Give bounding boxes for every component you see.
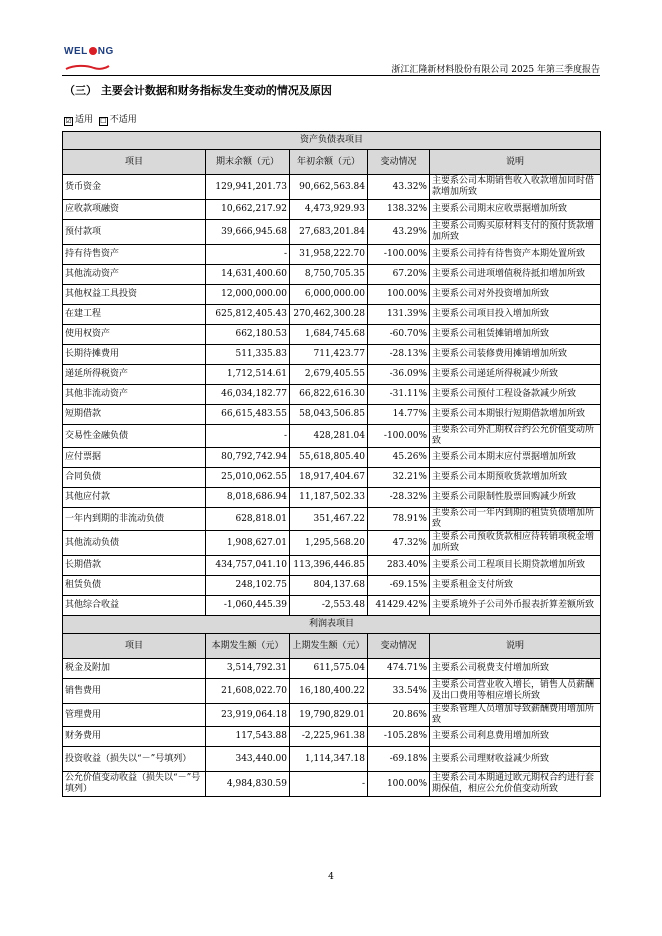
change-rate-cell: 47.32% [368,531,430,556]
column-header: 变动情况 [368,634,430,659]
item-name-cell: 持有待售资产 [63,245,206,265]
item-name-cell: 税金及附加 [63,659,206,679]
item-name-cell: 其他流动负债 [63,531,206,556]
explanation-cell: 主要系公司预收货款相应待转销项税金增加所致 [430,531,601,556]
table-row [63,468,601,488]
item-name-cell: 财务费用 [63,727,206,747]
item-name-cell: 一年内到期的非流动负债 [63,508,206,531]
explanation-cell: 主要系公司项目投入增加所致 [430,305,601,325]
report-title: 浙江汇隆新材料股份有限公司 2025 年第三季度报告 [391,65,600,75]
change-rate-cell: -100.00% [368,425,430,448]
table-row [63,405,601,425]
current-amount-cell: 117,543.88 [206,727,290,747]
change-rate-cell: -28.32% [368,488,430,508]
table-row [63,448,601,468]
item-name-cell: 递延所得税资产 [63,365,206,385]
prior-amount-cell: 4,473,929.93 [290,200,368,220]
prior-amount-cell: 351,467.22 [290,508,368,531]
change-rate-cell: 41429.42% [368,596,430,616]
current-amount-cell: - [206,425,290,448]
explanation-cell: 主要系公司对外投资增加所致 [430,285,601,305]
explanation-cell: 主要系公司持有待售资产本期处置所致 [430,245,601,265]
item-name-cell: 货币资金 [63,175,206,200]
current-amount-cell: 10,662,217.92 [206,200,290,220]
current-amount-cell: 129,941,201.73 [206,175,290,200]
prior-amount-cell: 711,423.77 [290,345,368,365]
change-rate-cell: -69.18% [368,747,430,772]
logo-o-dot [89,47,97,55]
table-row [63,531,601,556]
prior-amount-cell: 428,281.04 [290,425,368,448]
prior-amount-cell: -2,553.48 [290,596,368,616]
explanation-cell: 主要系公司限制性股票回购减少所致 [430,488,601,508]
table-row [63,747,601,772]
prior-amount-cell: 270,462,300.28 [290,305,368,325]
page-number: 4 [328,872,334,882]
prior-amount-cell: 113,396,446.85 [290,556,368,576]
table-row [63,556,601,576]
explanation-cell: 主要系公司期末应收票据增加所致 [430,200,601,220]
group-title: 资产负债表项目 [63,132,601,150]
item-name-cell: 其他综合收益 [63,596,206,616]
table-row [63,245,601,265]
applicability-options [64,112,137,126]
table-row [63,265,601,285]
change-rate-cell: -60.70% [368,325,430,345]
change-rate-cell: 100.00% [368,285,430,305]
table-row [63,425,601,448]
prior-amount-cell: 1,114,347.18 [290,747,368,772]
table-row [63,508,601,531]
current-amount-cell: 14,631,400.60 [206,265,290,285]
explanation-cell: 主要系公司本期销售收入收款增加同时借款增加所致 [430,175,601,200]
prior-amount-cell: 1,295,568.20 [290,531,368,556]
prior-amount-cell: 31,958,222.70 [290,245,368,265]
explanation-cell: 主要系公司一年内到期的租赁负债增加所致 [430,508,601,531]
explanation-cell: 主要系公司本期银行短期借款增加所致 [430,405,601,425]
explanation-cell: 主要系管理人员增加导致薪酬费用增加所致 [430,704,601,727]
item-name-cell: 其他非流动资产 [63,385,206,405]
prior-amount-cell: 27,683,201.84 [290,220,368,245]
prior-amount-cell: - [290,772,368,797]
table-row [63,704,601,727]
item-name-cell: 公允价值变动收益（损失以“－”号填列） [63,772,206,797]
current-amount-cell: 25,010,062.55 [206,468,290,488]
table-row [63,596,601,616]
change-rate-cell: 67.20% [368,265,430,285]
prior-amount-cell: 66,822,616.30 [290,385,368,405]
table-row [63,285,601,305]
current-amount-cell: 511,335.83 [206,345,290,365]
item-name-cell: 应付票据 [63,448,206,468]
current-amount-cell: 662,180.53 [206,325,290,345]
prior-amount-cell: 11,187,502.33 [290,488,368,508]
column-header: 本期发生额（元） [206,634,290,659]
prior-amount-cell: 16,180,400.22 [290,679,368,704]
table-row [63,175,601,200]
prior-amount-cell: 55,618,805.40 [290,448,368,468]
header-divider [62,75,600,76]
column-header: 项目 [63,150,206,175]
current-amount-cell: 80,792,742.94 [206,448,290,468]
column-header: 上期发生额（元） [290,634,368,659]
change-rate-cell: 45.26% [368,448,430,468]
explanation-cell: 主要系公司装修费用摊销增加所致 [430,345,601,365]
item-name-cell: 长期待摊费用 [63,345,206,365]
table-row [63,576,601,596]
prior-amount-cell: 611,575.04 [290,659,368,679]
table-row [63,200,601,220]
change-rate-cell: -100.00% [368,245,430,265]
column-header: 项目 [63,634,206,659]
item-name-cell: 租赁负债 [63,576,206,596]
item-name-cell: 合同负债 [63,468,206,488]
item-name-cell: 使用权资产 [63,325,206,345]
table-row [63,220,601,245]
financial-changes-table [62,131,601,797]
applicable-label: 适用 [75,115,94,125]
column-header-row [63,634,601,659]
prior-amount-cell: 804,137.68 [290,576,368,596]
current-amount-cell: 66,615,483.55 [206,405,290,425]
explanation-cell: 主要系公司理财收益减少所致 [430,747,601,772]
prior-amount-cell: 1,684,745.68 [290,325,368,345]
explanation-cell: 主要系公司递延所得税减少所致 [430,365,601,385]
prior-amount-cell: 90,662,563.84 [290,175,368,200]
change-rate-cell: -28.13% [368,345,430,365]
current-amount-cell: 3,514,792.31 [206,659,290,679]
table-row [63,772,601,797]
current-amount-cell: 628,818.01 [206,508,290,531]
current-amount-cell: 46,034,182.77 [206,385,290,405]
change-rate-cell: 43.29% [368,220,430,245]
column-header: 期末余额（元） [206,150,290,175]
table-row [63,365,601,385]
explanation-cell: 主要系公司本期通过欧元期权合约进行套期保值，相应公允价值变动所致 [430,772,601,797]
group-title-row [63,132,601,150]
current-amount-cell: 8,018,686.94 [206,488,290,508]
current-amount-cell: 1,908,627.01 [206,531,290,556]
change-rate-cell: 283.40% [368,556,430,576]
change-rate-cell: 138.32% [368,200,430,220]
change-rate-cell: 33.54% [368,679,430,704]
prior-amount-cell: -2,225,961.38 [290,727,368,747]
change-rate-cell: 131.39% [368,305,430,325]
explanation-cell: 主要系公司本期预收货款增加所致 [430,468,601,488]
table-row [63,488,601,508]
explanation-cell: 主要系公司预付工程设备款减少所致 [430,385,601,405]
item-name-cell: 管理费用 [63,704,206,727]
item-name-cell: 在建工程 [63,305,206,325]
item-name-cell: 短期借款 [63,405,206,425]
explanation-cell: 主要系公司工程项目长期贷款增加所致 [430,556,601,576]
group-title-row [63,616,601,634]
section-heading: （三） 主要会计数据和财务指标发生变动的情况及原因 [64,84,332,97]
change-rate-cell: 43.32% [368,175,430,200]
group-title: 利润表项目 [63,616,601,634]
table-row [63,679,601,704]
current-amount-cell: 625,812,405.43 [206,305,290,325]
table-row [63,305,601,325]
table-row [63,727,601,747]
item-name-cell: 预付款项 [63,220,206,245]
change-rate-cell: 32.21% [368,468,430,488]
table-row [63,385,601,405]
item-name-cell: 交易性金融负债 [63,425,206,448]
column-header-row [63,150,601,175]
explanation-cell: 主要系公司外汇期权合约公允价值变动所致 [430,425,601,448]
prior-amount-cell: 58,043,506.85 [290,405,368,425]
not-applicable-label: 不适用 [109,115,137,125]
change-rate-cell: -31.11% [368,385,430,405]
current-amount-cell: 23,919,064.18 [206,704,290,727]
explanation-cell: 主要系公司利息费用增加所致 [430,727,601,747]
current-amount-cell: - [206,245,290,265]
column-header: 说明 [430,150,601,175]
explanation-cell: 主要系境外子公司外币报表折算差额所致 [430,596,601,616]
current-amount-cell: 39,666,945.68 [206,220,290,245]
current-amount-cell: 12,000,000.00 [206,285,290,305]
column-header: 变动情况 [368,150,430,175]
current-amount-cell: 1,712,514.61 [206,365,290,385]
applicable-checkbox: ☑ [65,117,72,125]
explanation-cell: 主要系公司购买原材料支付的预付货款增加所致 [430,220,601,245]
explanation-cell: 主要系公司进项增值税待抵扣增加所致 [430,265,601,285]
change-rate-cell: 78.91% [368,508,430,531]
company-logo [64,46,124,72]
change-rate-cell: 100.00% [368,772,430,797]
item-name-cell: 销售费用 [63,679,206,704]
logo-brushmark-icon [64,63,110,72]
change-rate-cell: 20.86% [368,704,430,727]
change-rate-cell: 14.77% [368,405,430,425]
change-rate-cell: -105.28% [368,727,430,747]
item-name-cell: 应收款项融资 [63,200,206,220]
prior-amount-cell: 8,750,705.35 [290,265,368,285]
current-amount-cell: 343,440.00 [206,747,290,772]
current-amount-cell: 21,608,022.70 [206,679,290,704]
current-amount-cell: 434,757,041.10 [206,556,290,576]
current-amount-cell: 248,102.75 [206,576,290,596]
table-row [63,345,601,365]
change-rate-cell: -36.09% [368,365,430,385]
explanation-cell: 主要系租金支付所致 [430,576,601,596]
explanation-cell: 主要系公司本期末应付票据增加所致 [430,448,601,468]
current-amount-cell: 4,984,830.59 [206,772,290,797]
change-rate-cell: -69.15% [368,576,430,596]
item-name-cell: 其他应付款 [63,488,206,508]
prior-amount-cell: 18,917,404.67 [290,468,368,488]
prior-amount-cell: 6,000,000.00 [290,285,368,305]
table-row [63,325,601,345]
not-applicable-checkbox: ☐ [100,117,107,125]
table-row [63,659,601,679]
explanation-cell: 主要系公司税费支付增加所致 [430,659,601,679]
item-name-cell: 其他流动资产 [63,265,206,285]
column-header: 说明 [430,634,601,659]
item-name-cell: 其他权益工具投资 [63,285,206,305]
prior-amount-cell: 2,679,405.55 [290,365,368,385]
explanation-cell: 主要系公司营业收入增长，销售人员薪酬及出口费用等相应增长所致 [430,679,601,704]
item-name-cell: 长期借款 [63,556,206,576]
prior-amount-cell: 19,790,829.01 [290,704,368,727]
logo-wordmark: WEL NG [64,46,114,57]
change-rate-cell: 474.71% [368,659,430,679]
explanation-cell: 主要系公司租赁摊销增加所致 [430,325,601,345]
column-header: 年初余额（元） [290,150,368,175]
item-name-cell: 投资收益（损失以“－”号填列） [63,747,206,772]
current-amount-cell: -1,060,445.39 [206,596,290,616]
